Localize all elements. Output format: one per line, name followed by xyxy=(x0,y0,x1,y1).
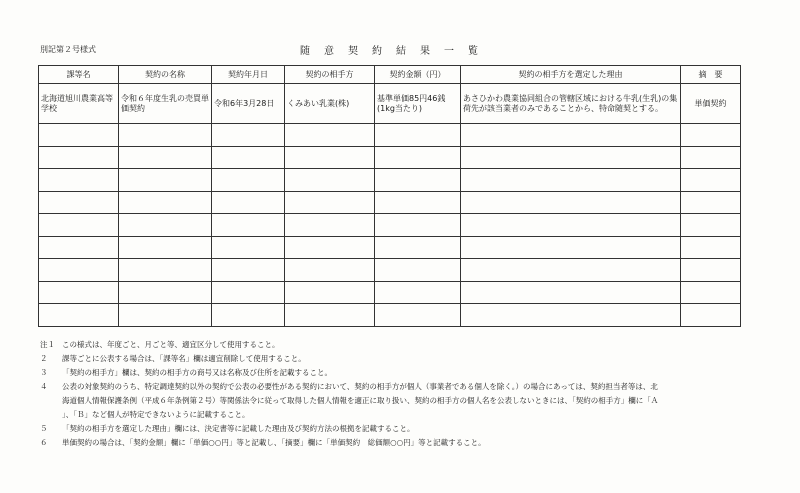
cell-remarks: 単価契約 xyxy=(681,84,741,124)
empty-cell xyxy=(39,281,119,304)
note-5 xyxy=(40,422,760,436)
empty-cell xyxy=(119,146,212,169)
empty-cell xyxy=(375,169,461,192)
empty-cell xyxy=(212,259,285,282)
empty-cell xyxy=(212,146,285,169)
note-text: 「契約の相手方を選定した理由」欄には、決定書等に記載した理由及び契約方法の根拠を記載すること。 xyxy=(62,424,415,433)
empty-cell xyxy=(39,259,119,282)
empty-cell xyxy=(461,259,681,282)
empty-cell xyxy=(119,124,212,147)
empty-cell xyxy=(461,214,681,237)
form-number: 別記第２号様式 xyxy=(40,45,96,54)
note-number: ４ xyxy=(40,382,48,391)
empty-cell xyxy=(39,304,119,327)
contract-results-table xyxy=(38,65,741,327)
table-row-empty xyxy=(39,214,741,237)
empty-cell xyxy=(375,304,461,327)
empty-cell xyxy=(119,236,212,259)
empty-cell xyxy=(212,304,285,327)
note-text: 単価契約の場合は、「契約金額」欄に「単価○○円」等と記載し、「摘要」欄に「単価契約 総価額○○円」等と記載すること。 xyxy=(62,438,486,447)
cell-contract-date: 令和6年3月28日 xyxy=(212,84,285,124)
empty-cell xyxy=(285,146,375,169)
empty-cell xyxy=(212,281,285,304)
column-header-counterparty: 契約の相手方 xyxy=(285,66,375,84)
column-header-remarks: 摘 要 xyxy=(681,66,741,84)
table-row-empty xyxy=(39,236,741,259)
empty-cell xyxy=(461,169,681,192)
empty-cell xyxy=(681,146,741,169)
empty-cell xyxy=(39,169,119,192)
empty-cell xyxy=(39,191,119,214)
empty-cell xyxy=(119,214,212,237)
note-text: 課等ごとに公表する場合は、「課等名」欄は適宜削除して使用すること。 xyxy=(62,354,306,363)
empty-cell xyxy=(39,236,119,259)
empty-cell xyxy=(212,124,285,147)
cell-amount: 基準単価85円46銭(1kg当たり) xyxy=(375,84,461,124)
cell-counterparty: くみあい乳業(株) xyxy=(285,84,375,124)
empty-cell xyxy=(119,169,212,192)
table-row-empty xyxy=(39,191,741,214)
cell-reason: あさひかわ農業協同組合の管轄区域における牛乳(生乳)の集荷先が該当業者のみであることから、特命随契とする。 xyxy=(461,84,681,124)
empty-cell xyxy=(375,281,461,304)
empty-cell xyxy=(375,124,461,147)
empty-cell xyxy=(285,259,375,282)
empty-cell xyxy=(681,259,741,282)
column-header-amount: 契約金額（円） xyxy=(375,66,461,84)
empty-cell xyxy=(681,281,741,304)
table-row-empty xyxy=(39,259,741,282)
empty-cell xyxy=(212,236,285,259)
note-6 xyxy=(40,436,760,450)
cell-dept: 北海道旭川農業高等学校 xyxy=(39,84,119,124)
table-header-row xyxy=(39,66,741,84)
empty-cell xyxy=(119,191,212,214)
table-row-empty xyxy=(39,146,741,169)
empty-cell xyxy=(375,259,461,282)
page-title: 随意契約結果一覧 xyxy=(300,46,492,57)
empty-cell xyxy=(39,146,119,169)
table-row-empty xyxy=(39,124,741,147)
note-4 xyxy=(40,380,760,394)
empty-cell xyxy=(461,281,681,304)
empty-cell xyxy=(285,191,375,214)
empty-cell xyxy=(461,146,681,169)
empty-cell xyxy=(461,304,681,327)
note-text: 海道個人情報保護条例（平成６年条例第２号）等関係法令に従って取得した個人情報を適正に取り扱い、契約の相手方の個人名を公表しないときには、「契約の相手方」欄に「Ａ xyxy=(62,396,659,405)
note-number: ３ xyxy=(40,368,48,377)
empty-cell xyxy=(285,169,375,192)
note-1 xyxy=(40,338,760,352)
empty-cell xyxy=(119,259,212,282)
notes-section xyxy=(40,338,760,450)
empty-cell xyxy=(375,146,461,169)
empty-cell xyxy=(285,304,375,327)
column-header-dept: 課等名 xyxy=(39,66,119,84)
note-4-continued xyxy=(40,408,760,422)
empty-cell xyxy=(119,281,212,304)
note-number: 注１ xyxy=(40,340,55,349)
empty-cell xyxy=(212,169,285,192)
empty-cell xyxy=(681,214,741,237)
note-number: ２ xyxy=(40,354,48,363)
empty-cell xyxy=(681,124,741,147)
empty-cell xyxy=(375,236,461,259)
empty-cell xyxy=(39,124,119,147)
empty-cell xyxy=(461,124,681,147)
note-3 xyxy=(40,366,760,380)
empty-cell xyxy=(375,191,461,214)
empty-cell xyxy=(285,236,375,259)
note-number: ６ xyxy=(40,438,48,447)
empty-cell xyxy=(39,214,119,237)
empty-cell xyxy=(681,191,741,214)
table-row-empty xyxy=(39,304,741,327)
note-number: ５ xyxy=(40,424,48,433)
note-text: 」、「Ｂ」など個人が特定できないように記載すること。 xyxy=(62,410,250,419)
empty-cell xyxy=(285,281,375,304)
empty-cell xyxy=(375,214,461,237)
empty-cell xyxy=(681,304,741,327)
empty-cell xyxy=(285,124,375,147)
empty-cell xyxy=(681,236,741,259)
note-text: この様式は、年度ごと、月ごと等、適宜区分して使用すること。 xyxy=(62,340,280,349)
empty-cell xyxy=(212,214,285,237)
column-header-reason: 契約の相手方を選定した理由 xyxy=(461,66,681,84)
empty-cell xyxy=(461,191,681,214)
empty-cell xyxy=(285,214,375,237)
empty-cell xyxy=(119,304,212,327)
empty-cell xyxy=(681,169,741,192)
table-row xyxy=(39,84,741,124)
empty-cell xyxy=(461,236,681,259)
note-text: 「契約の相手方」欄は、契約の相手方の商号又は名称及び住所を記載すること。 xyxy=(62,368,332,377)
table-row-empty xyxy=(39,169,741,192)
cell-contract-name: 令和６年度生乳の売買単価契約 xyxy=(119,84,212,124)
note-text: 公表の対象契約のうち、特定調達契約以外の契約で公表の必要性がある契約において、契約の相手方が個人（事業者である個人を除く。）の場合にあっては、契約担当者等は、北 xyxy=(62,382,658,391)
column-header-contract-date: 契約年月日 xyxy=(212,66,285,84)
empty-cell xyxy=(212,191,285,214)
note-2 xyxy=(40,352,760,366)
table-row-empty xyxy=(39,281,741,304)
note-4-continued xyxy=(40,394,760,408)
column-header-contract-name: 契約の名称 xyxy=(119,66,212,84)
